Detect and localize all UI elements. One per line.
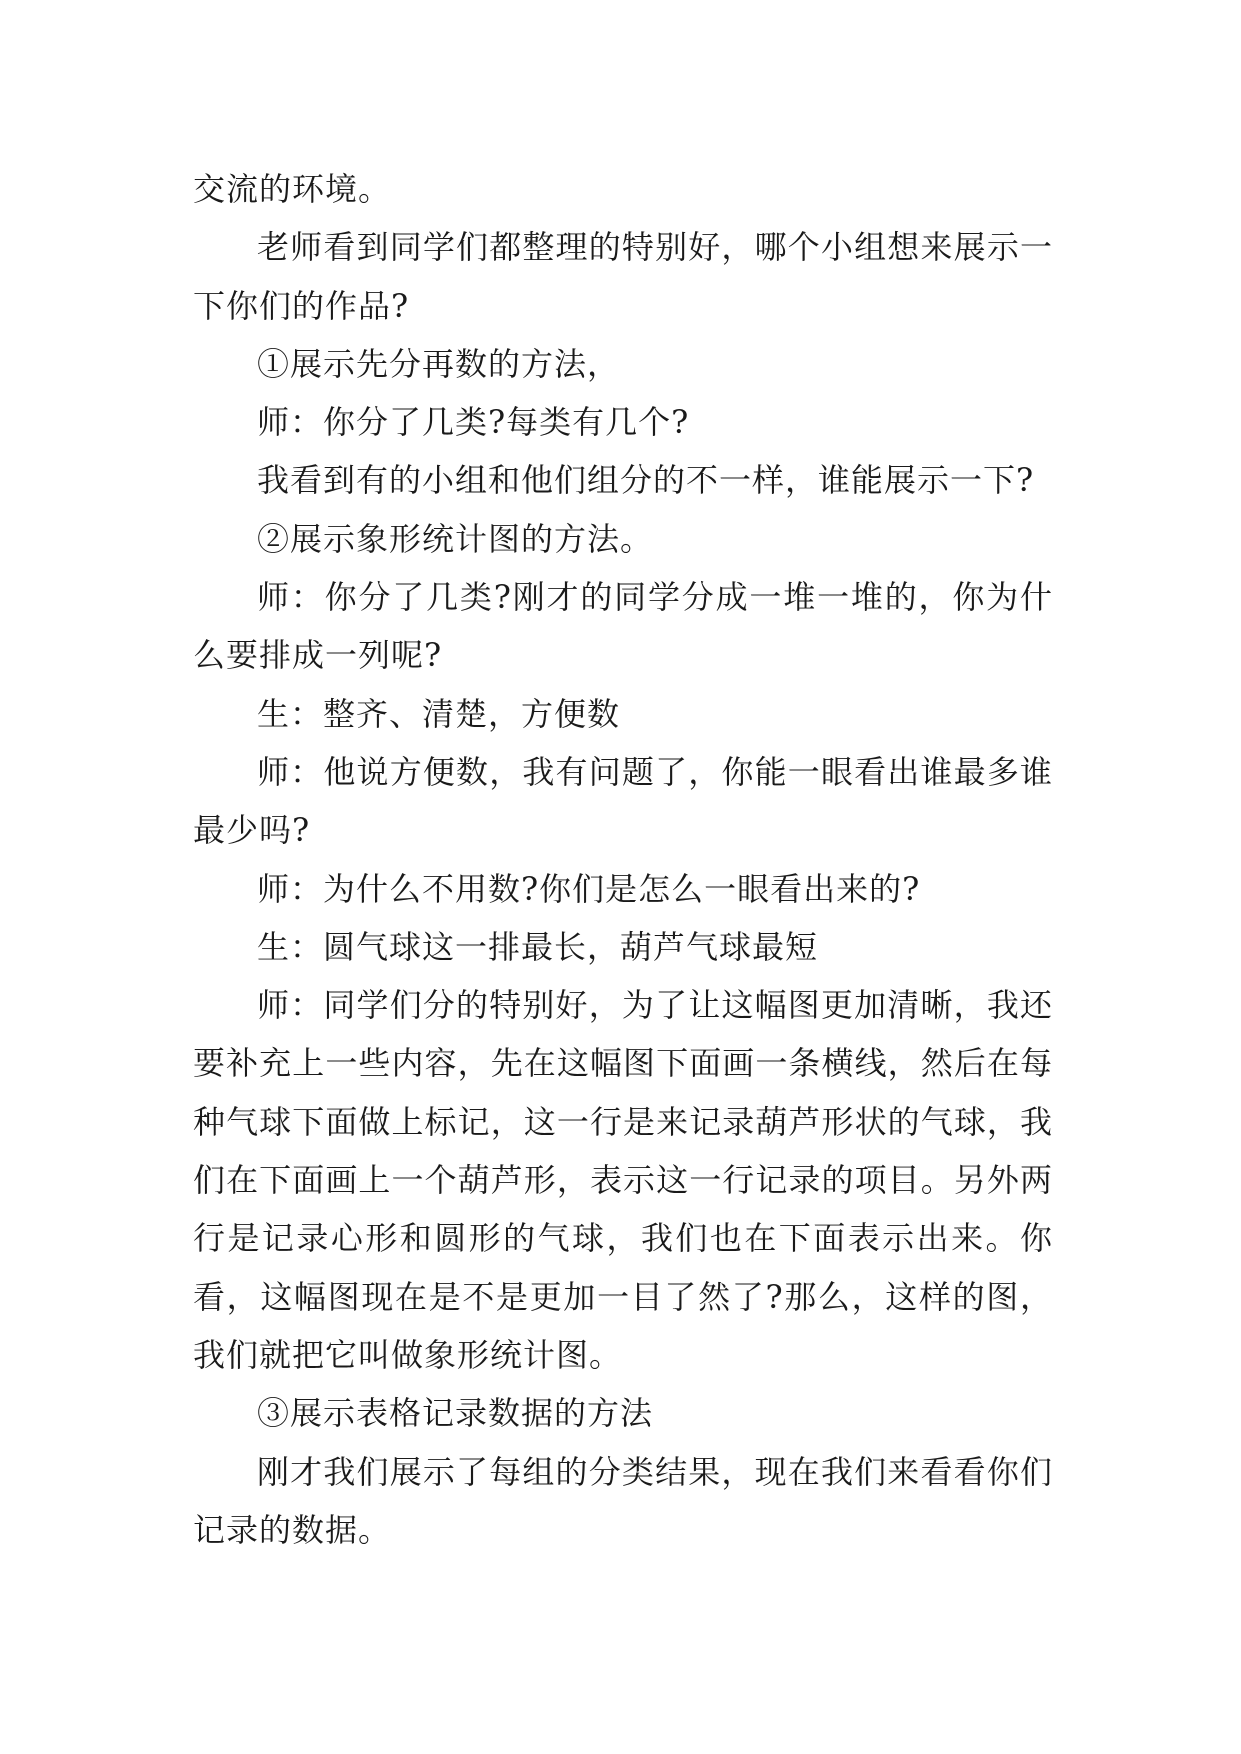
paragraph: 我看到有的小组和他们组分的不一样，谁能展示一下? [257,461,1035,500]
paragraph: ③展示表格记录数据的方法 [257,1394,654,1433]
paragraph: 交流的环境。 [193,170,392,208]
paragraph: ②展示象形统计图的方法。 [257,519,654,558]
paragraph: 师：你分了几类?刚才的同学分成一堆一堆的，你为什么要排成一列呢? [193,578,1053,675]
paragraph: 生：圆气球这一排最长，葫芦气球最短 [257,927,819,966]
paragraph: 师：同学们分的特别好，为了让这幅图更加清晰，我还要补充上一些内容，先在这幅图下面画一条横线，然后在每种气球下面做上标记，这一行是来记录葫芦形状的气球，我们在下面画上一个葫芦形，表示这一行记录的项目。另外两行是记录心形和圆形的气球，我们也在下面表示出来。你看，这幅图现在是不是更加一目了然了?那么，这样的图，我们就把它叫做象形统计图。 [193,986,1053,1374]
paragraph: 师：他说方便数，我有问题了，你能一眼看出谁最多谁最少吗? [193,752,1053,850]
paragraph: 刚才我们展示了每组的分类结果，现在我们来看看你们记录的数据。 [193,1452,1053,1549]
paragraph: 师：你分了几类?每类有几个? [257,403,690,442]
paragraph: 老师看到同学们都整理的特别好，哪个小组想来展示一下你们的作品? [193,228,1053,325]
document-body [193,160,1053,1559]
paragraph: 生：整齐、清楚，方便数 [257,694,621,733]
paragraph: 师：为什么不用数?你们是怎么一眼看出来的? [257,869,921,908]
paragraph: ①展示先分再数的方法， [257,344,621,383]
